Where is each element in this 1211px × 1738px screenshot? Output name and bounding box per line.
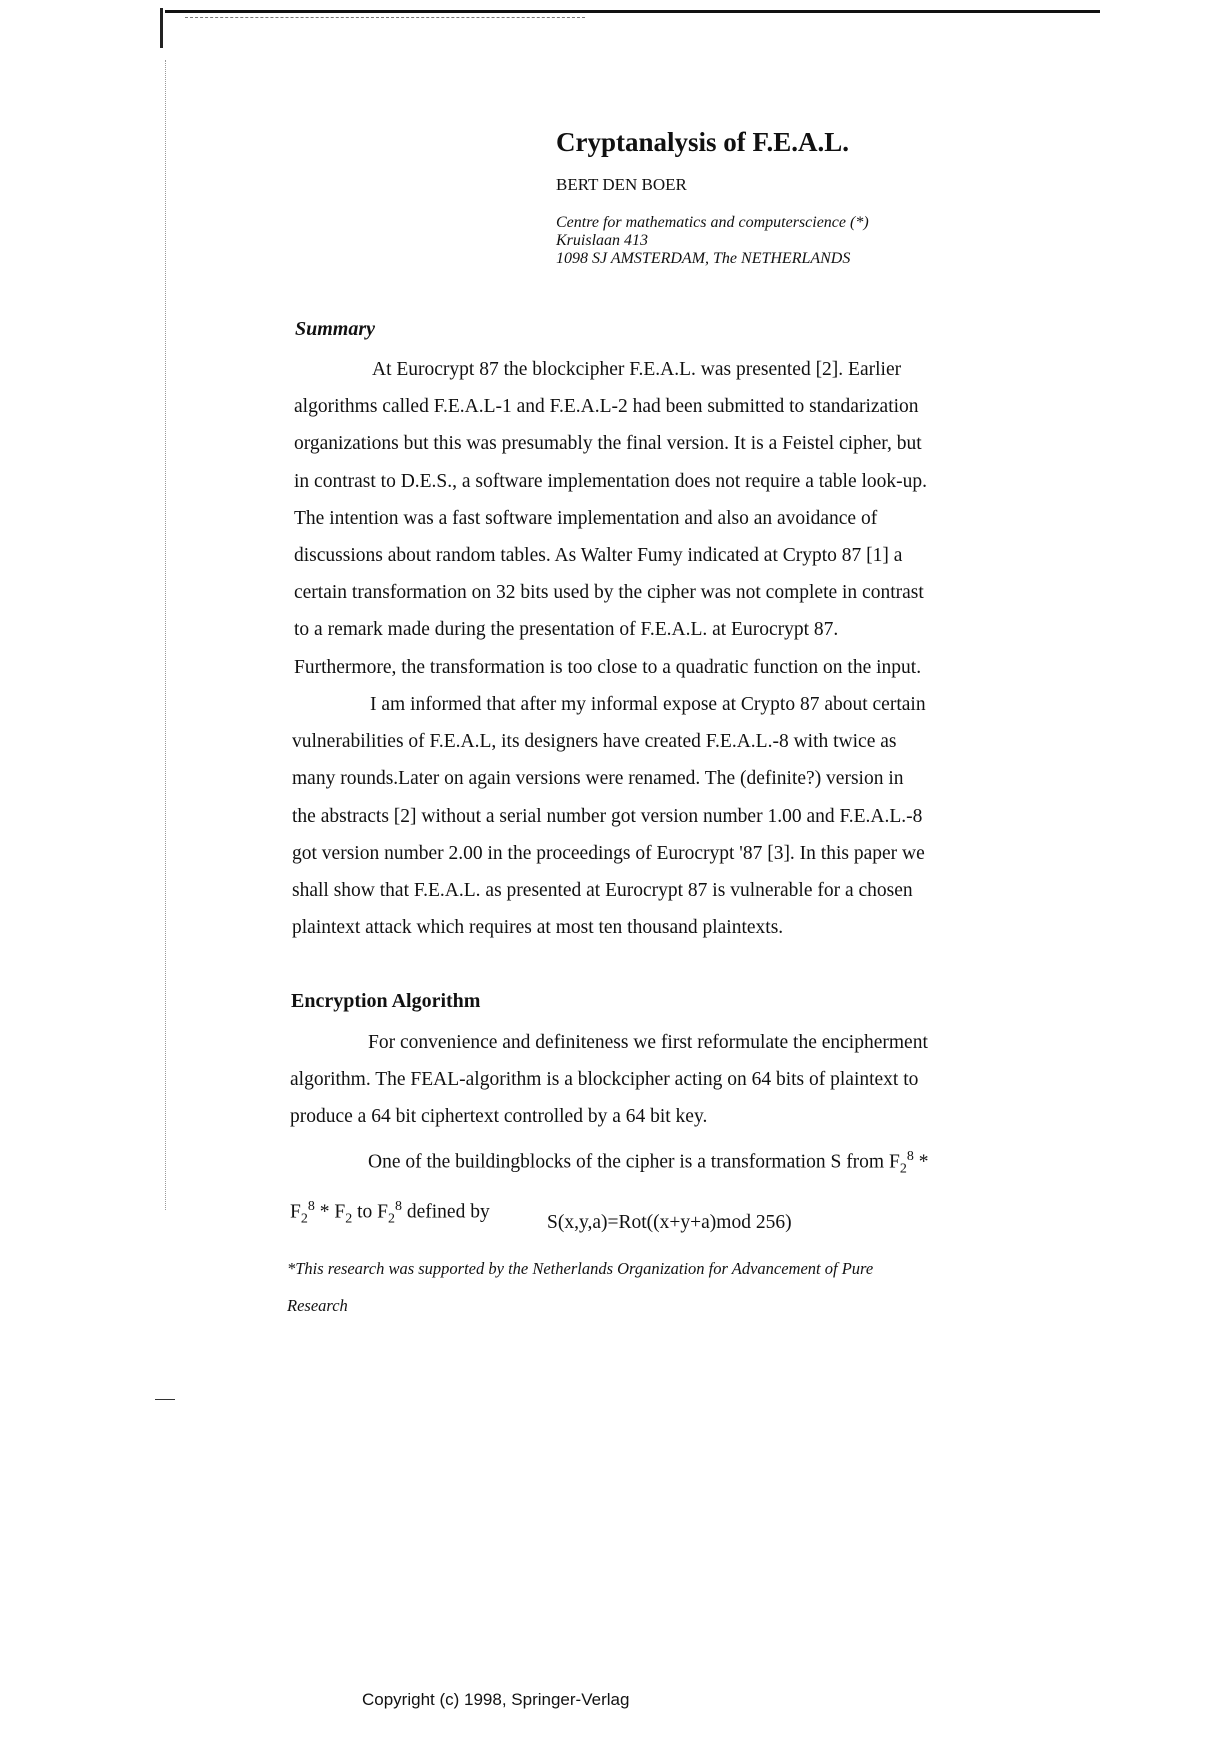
encryption-paragraph-1 [290, 1024, 928, 1136]
scan-border-left-mark [160, 8, 163, 48]
paper-title: Cryptanalysis of F.E.A.L. [556, 127, 850, 157]
footnote-line: *This research was supported by the Netherlands Organization for Advancement of Pure [287, 1259, 874, 1278]
scan-border-left-dots [165, 60, 166, 1210]
text-line: organizations but this was presumably the final version. It is a Feistel cipher, but [294, 433, 922, 455]
text-line: At Eurocrypt 87 the blockcipher F.E.A.L. was presented [2]. Earlier [372, 359, 902, 380]
formula-s-function: S(x,y,a)=Rot((x+y+a)mod 256) [547, 1212, 792, 1233]
paper-author: BERT DEN BOER [556, 175, 687, 194]
summary-paragraph-2 [292, 686, 926, 946]
text-line: discussions about random tables. As Walter Fumy indicated at Crypto 87 [1] a [294, 545, 903, 567]
text-line: shall show that F.E.A.L. as presented at Eurocrypt 87 is vulnerable for a chosen [292, 880, 913, 902]
text-line: algorithm. The FEAL-algorithm is a blockcipher acting on 64 bits of plaintext to [290, 1069, 919, 1091]
text-line: One of the buildingblocks of the cipher is a transformation S from $F_2^8$ * [368, 1149, 929, 1177]
scan-border-top [165, 10, 1100, 13]
summary-paragraph-1 [294, 351, 927, 686]
author-affiliation [556, 214, 869, 268]
copyright-notice: Copyright (c) 1998, Springer-Verlag [362, 1690, 630, 1709]
summary-heading: Summary [295, 318, 376, 340]
text-line: plaintext attack which requires at most ten thousand plaintexts. [292, 917, 784, 939]
scan-border-top-dashed [185, 17, 585, 18]
affiliation-line: Centre for mathematics and computerscience (*) [556, 214, 869, 231]
affiliation-line: Kruislaan 413 [556, 232, 649, 249]
text-line: vulnerabilities of F.E.A.L, its designers have created F.E.A.L.-8 with twice as [292, 731, 897, 753]
text-line: to a remark made during the presentation of F.E.A.L. at Eurocrypt 87. [294, 619, 839, 641]
footnote-line: Research [287, 1296, 348, 1315]
affiliation-line: 1098 SJ AMSTERDAM, The NETHERLANDS [556, 250, 851, 267]
scan-binding-mark [155, 1385, 175, 1400]
text-line: I am informed that after my informal expose at Crypto 87 about certain [370, 694, 926, 715]
text-line: Furthermore, the transformation is too close to a quadratic function on the input. [294, 656, 922, 678]
encryption-heading: Encryption Algorithm [291, 990, 481, 1012]
text-line: in contrast to D.E.S., a software implementation does not require a table look-up. [294, 470, 928, 492]
text-line: The intention was a fast software implementation and also an avoidance of [294, 507, 878, 529]
text-line: For convenience and definiteness we first reformulate the encipherment [368, 1032, 928, 1053]
footnote [287, 1250, 873, 1324]
text-line: produce a 64 bit ciphertext controlled by a 64 bit key. [290, 1106, 708, 1128]
text-line: algorithms called F.E.A.L-1 and F.E.A.L-2 had been submitted to standarization [294, 396, 919, 418]
text-line: $F_2^8 * F_2$ to $F_2^8$ defined by [290, 1198, 490, 1226]
text-line: certain transformation on 32 bits used by the cipher was not complete in contrast [294, 582, 924, 604]
text-line: got version number 2.00 in the proceedings of Eurocrypt '87 [3]. In this paper we [292, 842, 925, 864]
text-line: the abstracts [2] without a serial number got version number 1.00 and F.E.A.L.-8 [292, 805, 923, 827]
text-line: many rounds.Later on again versions were renamed. The (definite?) version in [292, 768, 904, 790]
